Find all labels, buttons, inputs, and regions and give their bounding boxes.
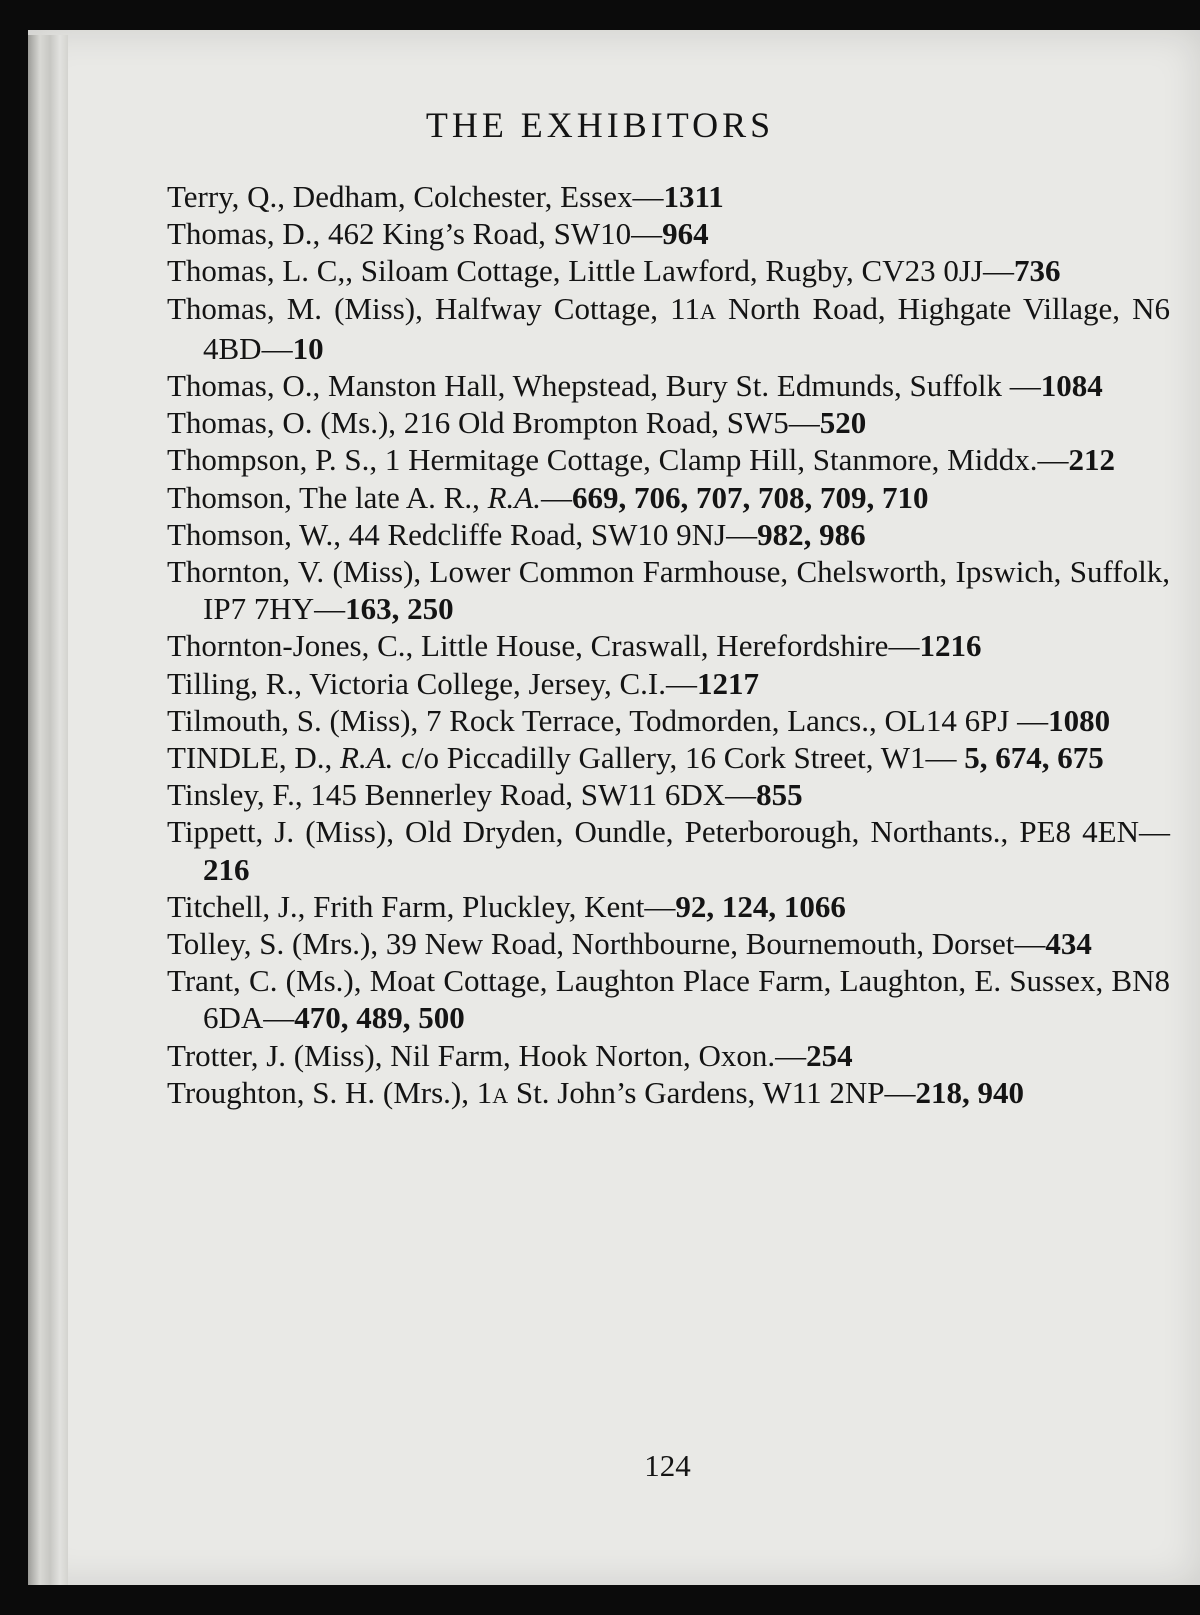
page-number: 124 — [644, 1448, 691, 1483]
exhibitor-entry: Terry, Q., Dedham, Colchester, Essex—1311 — [167, 179, 724, 214]
exhibitor-entry: Thornton, V. (Miss), Lower Common Farmhouse, Chelsworth, Ipswich, Suffolk, IP7 7HY—163, 250 — [167, 554, 1170, 627]
page-edge-stack — [28, 35, 68, 1585]
exhibitor-entry: Tilling, R., Victoria College, Jersey, C.I.—1217 — [167, 665, 759, 701]
exhibitor-entry: Thomas, L. C,, Siloam Cottage, Little Lawford, Rugby, CV23 0JJ—736 — [167, 253, 1061, 289]
exhibitor-entry: Troughton, S. H. (Mrs.), 1A St. John’s Gardens, W11 2NP—218, 940 — [167, 1074, 1024, 1110]
exhibitor-entry: Tinsley, F., 145 Bennerley Road, SW11 6DX—855 — [167, 777, 803, 813]
exhibitor-entry: Thomson, W., 44 Redcliffe Road, SW10 9NJ—982, 986 — [167, 516, 866, 552]
exhibitor-entry: Tilmouth, S. (Miss), 7 Rock Terrace, Todmorden, Lancs., OL14 6PJ —1080 — [167, 702, 1111, 738]
exhibitor-entry: Thomson, The late A. R., R.A.—669, 706, 707, 708, 709, 710 — [167, 479, 929, 515]
exhibitor-entry: Trant, C. (Ms.), Moat Cottage, Laughton Place Farm, Laughton, E. Sussex, BN8 6DA—470, 489, 500 — [167, 963, 1170, 1036]
exhibitor-entry: Thomas, M. (Miss), Halfway Cottage, 11A North Road, Highgate Village, N6 4BD—10 — [167, 290, 1170, 366]
exhibitor-entry: Tolley, S. (Mrs.), 39 New Road, Northbourne, Bournemouth, Dorset—434 — [167, 926, 1092, 962]
exhibitor-entry: Tippett, J. (Miss), Old Dryden, Oundle, Peterborough, Northants., PE8 4EN—216 — [167, 814, 1170, 887]
page-heading: THE EXHIBITORS — [425, 105, 775, 145]
exhibitor-entry: Thompson, P. S., 1 Hermitage Cottage, Clamp Hill, Stanmore, Middx.—212 — [167, 442, 1116, 478]
exhibitor-list — [167, 178, 1170, 1114]
exhibitor-entry: Thornton-Jones, C., Little House, Craswall, Herefordshire—1216 — [167, 628, 982, 664]
exhibitor-entry: Trotter, J. (Miss), Nil Farm, Hook Norton, Oxon.—254 — [167, 1037, 853, 1073]
exhibitor-entry: Thomas, O., Manston Hall, Whepstead, Bury St. Edmunds, Suffolk —1084 — [167, 368, 1103, 404]
exhibitor-entry: TINDLE, D., R.A. c/o Piccadilly Gallery, 16 Cork Street, W1— 5, 674, 675 — [167, 740, 1104, 776]
exhibitor-entry: Titchell, J., Frith Farm, Pluckley, Kent—92, 124, 1066 — [167, 888, 846, 924]
exhibitor-entry: Thomas, O. (Ms.), 216 Old Brompton Road, SW5—520 — [167, 405, 867, 441]
exhibitor-entry: Thomas, D., 462 King’s Road, SW10—964 — [167, 216, 709, 252]
